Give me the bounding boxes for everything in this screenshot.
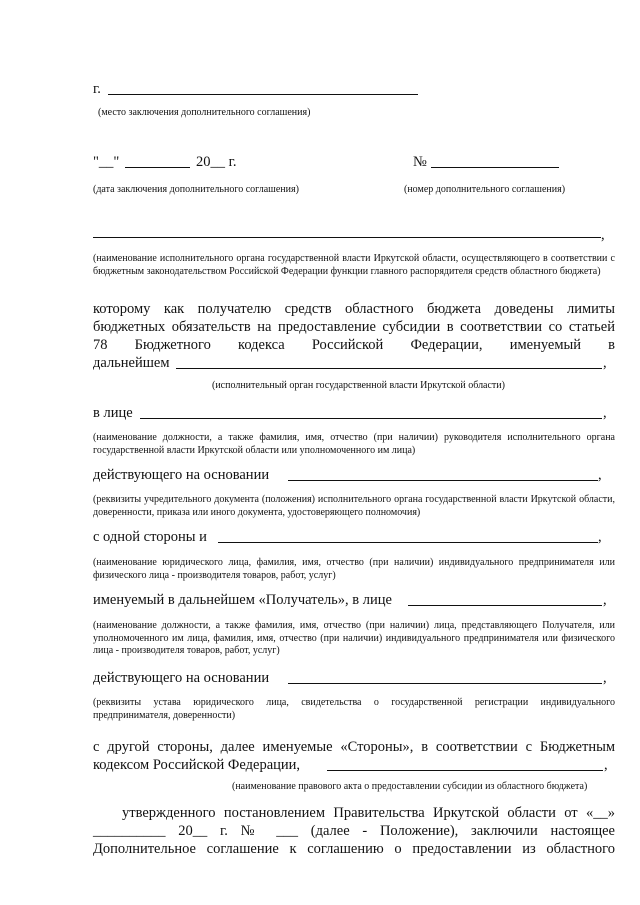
side1-field-line[interactable] — [218, 542, 598, 543]
organ-field-line[interactable] — [93, 237, 601, 238]
number-sign: № — [413, 154, 427, 170]
comma: , — [603, 592, 607, 608]
side2-line2: кодексом Российской Федерации, — [93, 757, 301, 773]
organ-para-line1: которому как получателю средств областного бюджета доведены лимиты — [93, 301, 615, 317]
person-field-line[interactable] — [140, 418, 602, 419]
person-caption: (наименование должности, а также фамилия, имя, отчество (при наличии) руководителя исполнительного органа государственной власти Иркутской области или уполномоченного им лица) — [93, 432, 615, 456]
side2-line1: с другой стороны, далее именуемые «Стороны», в соответствии с Бюджетным — [93, 739, 615, 755]
organ-para-line3: 78 Бюджетного кодекса Российской Федерации, именуемый в — [93, 337, 615, 353]
place-field-line[interactable] — [108, 94, 418, 95]
basis2-label: действующего на основании — [93, 670, 270, 686]
comma: , — [601, 227, 605, 243]
recipient-field-line[interactable] — [408, 605, 602, 606]
final-line1: утвержденного постановлением Правительства Иркутской области от «__» — [122, 805, 615, 821]
organ-name-field-line[interactable] — [176, 368, 602, 369]
basis-field-line[interactable] — [288, 480, 598, 481]
basis-caption: (реквизиты учредительного документа (положения) исполнительного органа государственной власти Иркутской области, доверенности, приказа или иного документа, удостоверяющего полномочия) — [93, 494, 615, 518]
side1-caption: (наименование юридического лица, фамилия, имя, отчество (при наличии) индивидуального предпринимателя или физического лица - производителя товаров, работ, услуг) — [93, 557, 615, 581]
comma: , — [603, 355, 607, 371]
comma: , — [603, 670, 607, 686]
place-caption: (место заключения дополнительного соглашения) — [98, 107, 311, 118]
organ-para-caption: (исполнительный орган государственной власти Иркутской области) — [212, 380, 505, 391]
comma: , — [598, 529, 602, 545]
comma: , — [603, 405, 607, 421]
recipient-label: именуемый в дальнейшем «Получатель», в лице — [93, 592, 392, 608]
number-caption: (номер дополнительного соглашения) — [404, 184, 566, 195]
final-line3: Дополнительное соглашение к соглашению о предоставлении из областного — [93, 841, 615, 857]
organ-caption: (наименование исполнительного органа государственной власти Иркутской области, осуществляющего в соответствии с бюджетным законодательством Российской Федерации функции главного распорядителя средств областного бюджета) — [93, 253, 615, 277]
person-label: в лице — [93, 405, 133, 421]
date-day-field[interactable]: "__" — [93, 154, 120, 170]
basis2-field-line[interactable] — [288, 683, 602, 684]
side1-label: с одной стороны и — [93, 529, 207, 545]
side2-caption: (наименование правового акта о предоставлении субсидии из областного бюджета) — [232, 781, 588, 792]
legal-act-field-line[interactable] — [327, 770, 603, 771]
comma: , — [604, 757, 608, 773]
date-year: 20__ г. — [196, 154, 237, 170]
organ-para-line4: дальнейшем — [93, 355, 170, 371]
basis2-caption: (реквизиты устава юридического лица, свидетельства о государственной регистрации индивидуального предпринимателя, доверенности) — [93, 697, 615, 721]
city-prefix: г. — [93, 81, 101, 97]
basis-label: действующего на основании — [93, 467, 270, 483]
recipient-caption: (наименование должности, а также фамилия, имя, отчество (при наличии) лица, представляющего Получателя, или уполномоченного им лица, фамилия, имя, отчество (при наличии) индивидуального предпринимателя или физического лица - производителя товаров, работ, услуг) — [93, 620, 615, 656]
organ-para-line2: бюджетных обязательств на предоставление субсидии в соответствии со статьей — [93, 319, 615, 335]
final-line2: __________ 20__ г. № ___ (далее - Положение), заключили настоящее — [93, 823, 615, 839]
comma: , — [598, 467, 602, 483]
number-field-line[interactable] — [431, 167, 559, 168]
date-caption: (дата заключения дополнительного соглашения) — [93, 184, 299, 195]
date-month-line[interactable] — [125, 167, 190, 168]
